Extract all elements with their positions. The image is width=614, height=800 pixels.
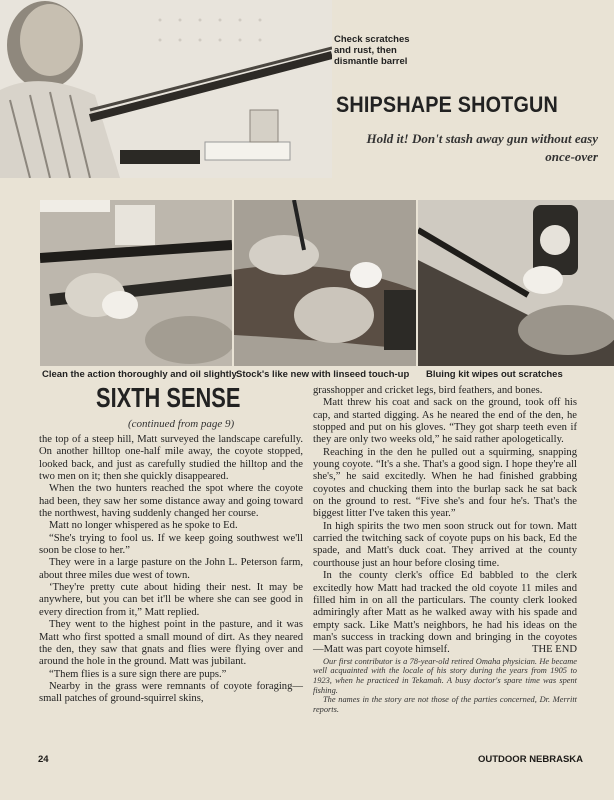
end-tag: THE END [531,644,577,656]
paragraph: Matt no longer whispered as he spoke to Ed. [49,520,238,532]
paragraph: grasshopper and cricket legs, bird feathers, and bones. [313,385,543,396]
paragraph: the top of a steep hill, Matt surveyed the landscape carefully. On another hilltop one-half mile away, the coyote stopped, looked back, and just as carefully studied the hilltop and the two men on it; then she quickly disappeared. [39,434,303,483]
paragraph: “Them flies is a sure sign there are pups.” [49,668,227,680]
paragraph: ‘They're pretty cute about hiding their nest. It may be anywhere, but you can bet it'll be where she can see good in every direction from it,” Matt replied. [39,582,303,618]
photo-bluing-kit [418,200,614,366]
continued-note: (continued from page 9) [128,418,235,430]
photo-illustration [234,200,416,366]
paragraph-last [313,570,577,656]
photo-illustration [0,0,332,178]
footnote: The names in the story are not those of the parties concerned, Dr. Merritt reports. [313,695,577,715]
photo-stock-touchup [234,200,416,366]
photo-caption: Clean the action thoroughly and oil slightly [42,369,237,380]
paragraph: Reaching in the den he pulled out a squirming, snapping young coyote. “It's a she. That's a good sign. I hope they're all she's,” he said excitedly. When he had finished grabbing coyotes and chucking them into the burlap sack he sat back on the ground to rest. “Five she's and four he's. That's the biggest litter I've taken this year.” [313,446,577,520]
paragraph: They were in a large pasture on the John L. Peterson farm, about three miles due west of town. [39,557,303,581]
publication-name: OUTDOOR NEBRASKA [478,754,584,765]
top-photo-caption: Check scratches and rust, then dismantle barrel [334,34,410,67]
page-number: 24 [38,754,49,765]
paragraph: Nearby in the grass were remnants of coyote foraging—small patches of ground-squirrel skins, [39,680,303,705]
headline: SHIPSHAPE SHOTGUN [336,92,559,117]
paragraph: In high spirits the two men soon struck out for town. Matt carried the twitching sack of coyote pups on his back, Ed the spade, and Matt's duck coat. They arrived at the county courthouse just an hour before closing time. [313,520,577,569]
story-column-right [313,385,577,715]
paragraph: “She's trying to fool us. If we keep going southwest we'll soon be close to her.” [39,532,303,557]
photo-illustration [418,200,614,366]
footnote: Our first contributor is a 78-year-old retired Omaha physician. He became well acquainted with the locale of his story during the years from 1905 to 1923, when he practiced in Tekamah. A busy doctor's spare time was spent fishing. [313,656,577,695]
subhead: Hold it! Don't stash away gun without easy once-over [366,131,598,164]
paragraph: They went to the highest point in the pasture, and it was Matt who first spotted a small mound of dirt. As they neared the den, they saw that gnats and flies were flying over and around the hole in the ground. Matt was jubilant. [39,619,303,668]
story-column-left [39,434,303,706]
photo-clean-action [40,200,232,366]
paragraph-text: In the county clerk's office Ed babbled to the clerk excitedly how Matt had tracked the old coyote 11 miles and filled him in on all the particulars. The county clerk looked admiringly after Matt as he walked away with his spade and empty sack. Like Matt's neighbors, he had his ideas on the man's success in tracking down and bringing in the coyotes —Matt was part coyote himself. [313,570,577,656]
photo-caption: Stock's like new with linseed touch-up [236,369,410,380]
photo-caption: Bluing kit wipes out scratches [426,369,563,380]
paragraph: When the two hunters reached the spot where the coyote had been, they saw her some distance away and going toward the northwest, having suddenly changed her course. [39,483,303,520]
photo-illustration [40,200,232,366]
top-photo-man-with-shotgun [0,0,332,178]
paragraph: Matt threw his coat and sack on the ground, took off his cap, and started digging. As he neared the end of the den, he stopped and put on his gloves. “They got sharp teeth even if they are only two weeks old,” he said rather apologetically. [313,397,577,446]
story-title: SIXTH SENSE [96,382,241,413]
